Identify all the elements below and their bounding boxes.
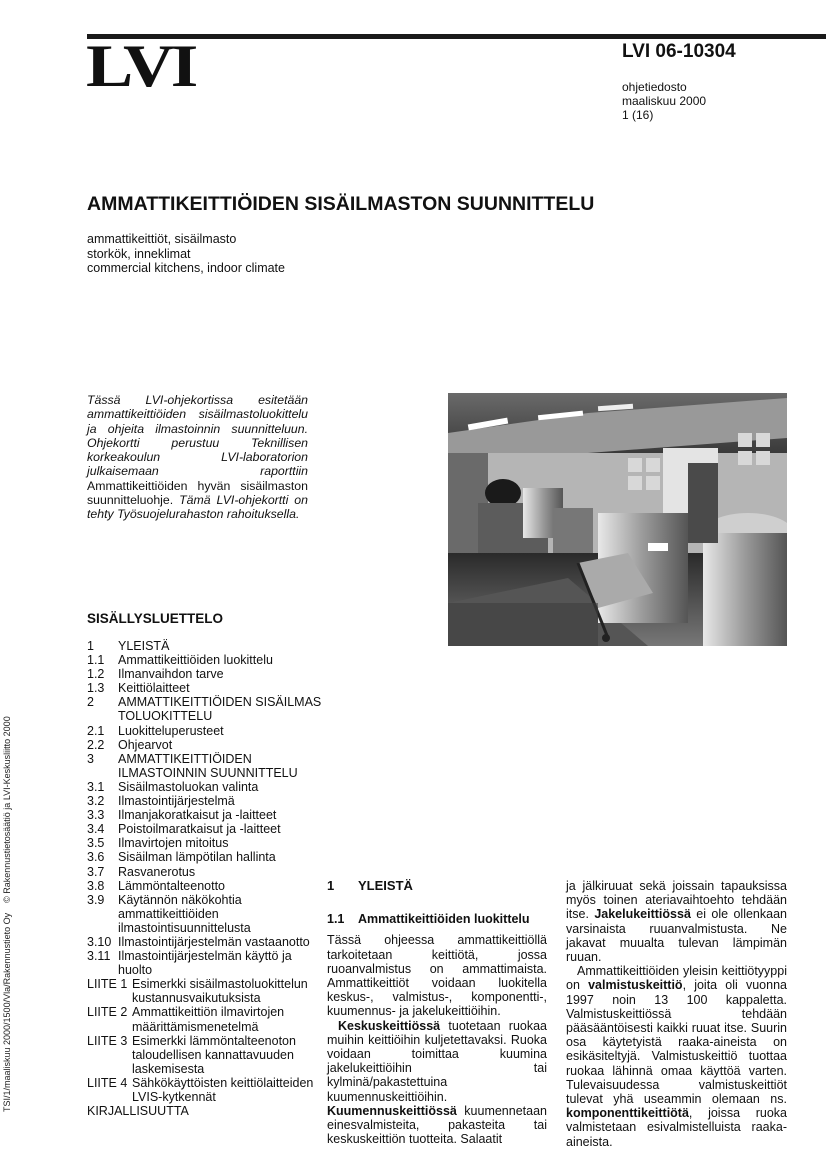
paragraph: [566, 964, 787, 1149]
toc-item[interactable]: [87, 653, 322, 667]
lvi-logo: LVI: [86, 33, 195, 99]
toc-number: LIITE 3: [87, 1033, 128, 1048]
keywords-sv: storkök, inneklimat: [87, 246, 191, 261]
toc-number: 3.8: [87, 878, 105, 893]
intro-part-3: Tämä LVI-ohjekortti on tehty Työsuojelurahaston rahoituksella.: [87, 493, 308, 522]
toc-number: 3.1: [87, 779, 105, 794]
paragraph-text: , joita oli vuonna 1997 noin 13 100 kappaletta. Valmistuskeittiössä tehdään pääsääntöisesti kaikki ruuat itse. Suurin osa käytetyistä raaka-aineista on esikäsiteltyjä. Valmistuskeittiö tuottaa ruokaa lähinnä omaa käyttöä varten. Tulevaisuudessa valmistuskeittiöt tulevat yhä useammin olemaan ns.: [566, 978, 787, 1107]
toc-item[interactable]: [87, 977, 322, 1005]
toc-title: SISÄLLYSLUETTELO: [87, 611, 224, 626]
toc-number: 2.2: [87, 737, 105, 752]
toc-item[interactable]: [87, 639, 322, 653]
toc-number: 1.1: [87, 653, 105, 668]
keywords: [87, 232, 285, 276]
paragraph: [327, 1019, 547, 1147]
term: komponenttikeittiötä: [566, 1106, 689, 1121]
toc-label: YLEISTÄ: [118, 639, 170, 653]
intro-report-title: Ammattikeittiöiden hyvän sisäilmaston suunnitteluohje.: [87, 478, 308, 508]
toc-label: Ammattikeittiön ilmavirtojen määrittämismenetelmä: [132, 1005, 285, 1034]
term: Kuumennuskeittiössä: [327, 1103, 457, 1118]
document-meta: [622, 80, 706, 122]
toc-label: Käytännön näkökohtia ammattikeittiöiden ilmastointisuunnittelusta: [118, 892, 251, 935]
toc-item[interactable]: [87, 822, 322, 836]
keywords-fi: ammattikeittiöt, sisäilmasto: [87, 232, 237, 246]
toc-item[interactable]: [87, 681, 322, 695]
intro-text: [87, 393, 308, 522]
toc-label: Ilmanvaihdon tarve: [118, 667, 224, 682]
toc-number: LIITE 4: [87, 1075, 128, 1090]
toc-label: Ammattikeittiöiden luokittelu: [118, 653, 273, 668]
toc-item[interactable]: [87, 1034, 322, 1076]
toc-label: Keittiölaitteet: [118, 681, 190, 696]
toc-label: Ilmastointijärjestelmän käyttö ja huolto: [118, 949, 292, 978]
intro-part-1: Tässä LVI-ohjekortissa esitetään ammattikeittiöiden sisäilmastoluokittelu ja ohjeita ilmastoinnin suunnitteluun. Ohjekortti perustuu Teknillisen korkeakoulun LVI-laboratorion julkaisemaan raporttiin: [87, 393, 308, 479]
toc-label: Ilmastointijärjestelmä: [118, 794, 235, 809]
toc-item[interactable]: [87, 879, 322, 893]
toc-number: LIITE 2: [87, 1005, 128, 1020]
toc-number: 3.11: [87, 949, 111, 964]
toc-label: Ilmavirtojen mitoitus: [118, 836, 229, 851]
toc-label: Sähkökäyttöisten keittiölaitteiden LVIS-kytkennät: [132, 1075, 314, 1104]
toc-number: 3.7: [87, 864, 105, 879]
toc-item[interactable]: [87, 949, 322, 977]
body-column-1: [327, 879, 547, 1146]
toc-item[interactable]: [87, 850, 322, 864]
toc-number: 2: [87, 695, 94, 710]
toc-item[interactable]: [87, 738, 322, 752]
table-of-contents: [87, 639, 322, 1118]
toc-label: Lämmöntalteenotto: [118, 878, 226, 893]
toc-label: Esimerkki lämmöntalteenoton taloudellisen kannattavuuden laskemisesta: [132, 1033, 296, 1076]
paragraph-text: tuotetaan ruokaa muihin keittiöihin kuljetettavaksi. Ruoka voidaan toimittaa kuumina jakelukeittiöihin tai kylminä/pakastettuina kuumennuskeittiöihin.: [327, 1018, 547, 1104]
toc-item[interactable]: [87, 808, 322, 822]
toc-item[interactable]: [87, 724, 322, 738]
paragraph-text: Ammattikeittiöiden yleisin keittiötyyppi on: [566, 964, 787, 993]
toc-number: 3.5: [87, 836, 105, 851]
copyright: © Rakennustietosäätiö ja LVI-Keskusliitto 2000: [2, 716, 12, 903]
term: Jakelukeittiössä: [594, 907, 691, 922]
toc-item[interactable]: [87, 667, 322, 681]
paragraph: [566, 879, 787, 964]
toc-label: Luokitteluperusteet: [118, 723, 224, 738]
toc-number: 1.2: [87, 667, 105, 682]
subsection-title: Ammattikeittiöiden luokittelu: [358, 912, 530, 927]
toc-label: Ohjearvot: [118, 737, 173, 752]
toc-label: AMMATTIKEITTIÖIDEN ILMASTOINNIN SUUNNITTELU: [118, 751, 298, 780]
toc-number: 2.1: [87, 723, 105, 738]
toc-item[interactable]: [87, 1104, 322, 1118]
toc-label: Esimerkki sisäilmastoluokittelun kustannusvaikutuksista: [132, 977, 308, 1006]
toc-label: Sisäilmastoluokan valinta: [118, 779, 259, 794]
toc-item[interactable]: [87, 893, 322, 935]
toc-label: AMMATTIKEITTIÖIDEN SISÄILMASTOLUOKITTELU: [118, 695, 322, 724]
meta-date: maaliskuu 2000: [622, 94, 707, 108]
kitchen-photo: [448, 393, 787, 646]
paragraph: Tässä ohjeessa ammattikeittiöllä tarkoitetaan keittiötä, jossa ruoanvalmistus on ammattimaista. Ammattikeittiöt voidaan luokitella keskus-, valmistus-, komponentti-, kuumennus- ja jakelukeittiöihin.: [327, 933, 547, 1019]
page-title: AMMATTIKEITTIÖIDEN SISÄILMASTON SUUNNITTELU: [87, 193, 595, 215]
toc-item[interactable]: [87, 865, 322, 879]
toc-number: 3.4: [87, 822, 105, 837]
toc-item[interactable]: [87, 695, 322, 723]
toc-item[interactable]: [87, 794, 322, 808]
toc-label: Ilmastointijärjestelmän vastaanotto: [118, 934, 310, 949]
toc-number: 1.3: [87, 681, 105, 696]
section-heading: [327, 879, 547, 893]
toc-number: 3: [87, 751, 94, 766]
toc-label: Sisäilman lämpötilan hallinta: [118, 850, 276, 865]
toc-label: Poistoilmaratkaisut ja -laitteet: [118, 822, 281, 837]
subsection-heading: [327, 912, 547, 926]
subsection-number: 1.1: [327, 912, 345, 927]
toc-item[interactable]: [87, 1076, 322, 1104]
toc-number: 3.10: [87, 934, 112, 949]
toc-number: 3.3: [87, 808, 105, 823]
publication-info: [2, 716, 16, 1112]
toc-item[interactable]: [87, 836, 322, 850]
section-number: 1: [327, 878, 335, 893]
meta-page: 1 (16): [622, 108, 654, 122]
toc-number: 3.6: [87, 850, 105, 865]
toc-item[interactable]: [87, 1005, 322, 1033]
toc-number: LIITE 1: [87, 977, 128, 992]
section-title: YLEISTÄ: [358, 878, 413, 893]
term: valmistuskeittiö: [588, 978, 683, 993]
toc-label: KIRJALLISUUTTA: [87, 1104, 189, 1119]
toc-item[interactable]: [87, 752, 322, 780]
publication-code: TSI/1/maaliskuu 2000/1500/Vla/Rakennustieto Oy: [2, 912, 12, 1112]
paragraph-text: , joissa ruoka valmistetaan esivalmistelluista raaka-aineista.: [566, 1106, 787, 1149]
paragraph-text: kuumennetaan einesvalmisteita, pakasteita tai keskuskeittiön tuotteita. Salaatit: [327, 1103, 547, 1147]
toc-number: 3.9: [87, 892, 105, 907]
term: Keskuskeittiössä: [338, 1018, 441, 1033]
document-code: LVI 06-10304: [622, 41, 736, 62]
header-rule: [87, 34, 826, 39]
meta-type: ohjetiedosto: [622, 80, 687, 94]
body-column-2: [566, 879, 787, 1149]
paragraph-text: ja jälkiruuat sekä joissain tapauksissa myös toinen ateriavaihtoehto tehdään itse.: [566, 879, 787, 922]
toc-item[interactable]: [87, 935, 322, 949]
toc-number: 1: [87, 639, 94, 653]
toc-number: 3.2: [87, 794, 105, 809]
keywords-en: commercial kitchens, indoor climate: [87, 261, 285, 275]
toc-label: Ilmanjakoratkaisut ja -laitteet: [118, 808, 277, 823]
paragraph-text: ei ole ollenkaan varsinaista ruuanvalmistusta. Ne jakavat muualta tulevan lämpimän ruuan.: [566, 907, 787, 965]
toc-item[interactable]: [87, 780, 322, 794]
toc-label: Rasvanerotus: [118, 864, 196, 879]
